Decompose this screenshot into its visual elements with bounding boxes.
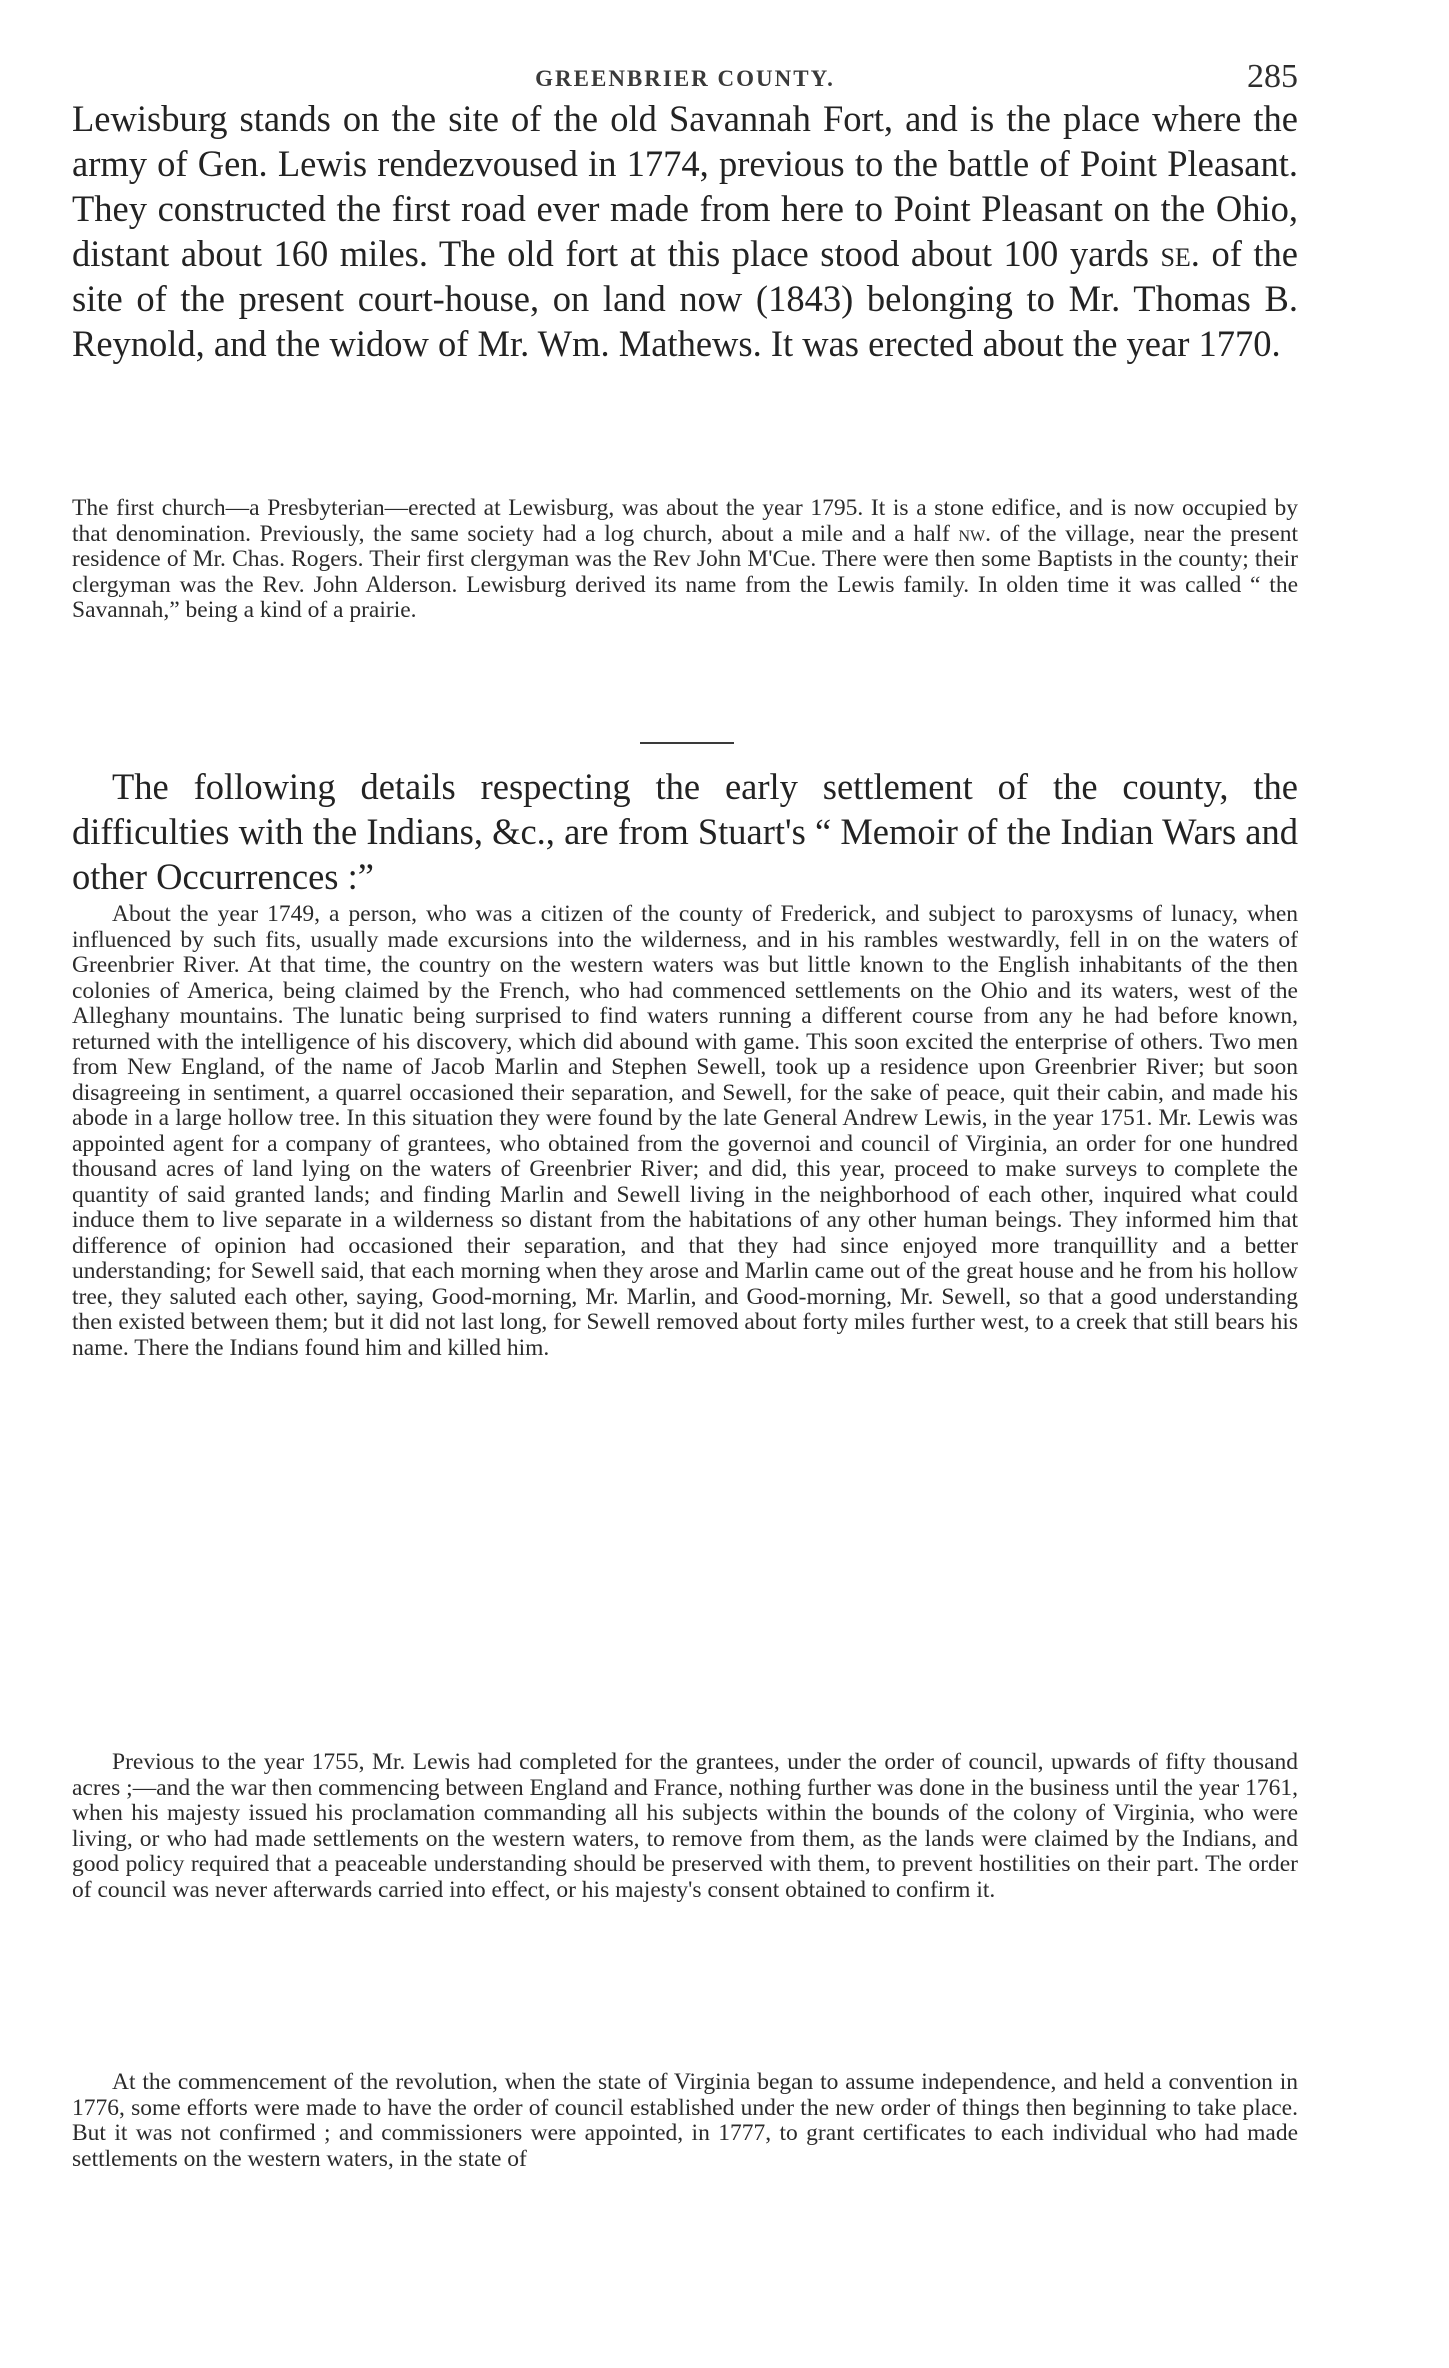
running-head: GREENBRIER COUNTY. <box>535 66 835 91</box>
direction-se: se. <box>1160 233 1200 274</box>
section-divider <box>640 742 734 744</box>
intro-paragraph <box>72 96 1298 366</box>
intro-text-b: of the site of the present court-house, on land now (1843) belonging to Mr. Thomas B. Reynold, and the widow of Mr. Wm. Mathews. It was erected about the year 1770. <box>72 233 1298 364</box>
church-text-b: of the village, near the present residence of Mr. Chas. Rogers. Their first clergyman was the Rev John M'Cue. There were then some Baptists in the county; their clergyman was the Rev. John Alderson. Lewisburg derived its name from the Lewis family. In olden time it was called “ the Savannah,” being a kind of a prairie. <box>72 520 1298 623</box>
church-paragraph <box>72 496 1298 624</box>
page-number: 285 <box>1247 58 1298 95</box>
memoir-paragraph-2: Previous to the year 1755, Mr. Lewis had completed for the grantees, under the order of council, upwards of fifty thousand acres ;—and the war then commencing between England and France, nothing further was done in the business until the year 1761, when his majesty issued his proclamation commanding all his subjects within the bounds of the colony of Virginia, who were living, or who had made settlements on the western waters, to remove from them, as the lands were claimed by the Indians, and good policy required that a peaceable understanding should be preserved with them, to prevent hostilities on their part. The order of council was never afterwards carried into effect, or his majesty's consent obtained to confirm it. <box>72 1749 1298 1903</box>
stuart-intro-paragraph: The following details respecting the early settlement of the county, the difficulties with the Indians, &c., are from Stuart's “ Memoir of the Indian Wars and other Occurrences :” <box>72 766 1298 897</box>
memoir-paragraph-3: At the commencement of the revolution, when the state of Virginia began to assume independence, and held a convention in 1776, some efforts were made to have the order of council established under the new order of things then beginning to take place. But it was not confirmed ; and commissioners were appointed, in 1777, to grant certificates to each individual who had made settlements on the western waters, in the state of <box>72 2069 1298 2172</box>
direction-nw: nw. <box>958 520 992 547</box>
memoir-paragraph-1: About the year 1749, a person, who was a citizen of the county of Frederick, and subject to paroxysms of lunacy, when influenced by such fits, usually made excursions into the wilderness, and in his rambles westwardly, fell in on the waters of Greenbrier River. At that time, the country on the western waters was but little known to the English inhabitants of the then colonies of America, being claimed by the French, who had commenced settlements on the Ohio and its waters, west of the Alleghany mountains. The lunatic being surprised to find waters running a different course from any he had before known, returned with the intelligence of his discovery, which did abound with game. This soon excited the enterprise of others. Two men from New England, of the name of Jacob Marlin and Stephen Sewell, took up a residence upon Greenbrier River; but soon disagreeing in sentiment, a quarrel occasioned their separation, and Sewell, for the sake of peace, quit their cabin, and made his abode in a large hollow tree. In this situation they were found by the late General Andrew Lewis, in the year 1751. Mr. Lewis was appointed agent for a company of grantees, who obtained from the governoi and council of Virginia, an order for one hundred thousand acres of land lying on the waters of Greenbrier River; and did, this year, proceed to make surveys to complete the quantity of said granted lands; and finding Marlin and Sewell living in the neighborhood of each other, inquired what could induce them to live separate in a wilderness so distant from the habitations of any other human beings. They informed him that difference of opinion had occasioned their separation, and that they had since enjoyed more tranquillity and a better understanding; for Sewell said, that each morning when they arose and Marlin came out of the great house and he from his hollow tree, they saluted each other, saying, Good-morning, Mr. Marlin, and Good-morning, Mr. Sewell, so that a good understanding then existed between them; but it did not last long, for Sewell removed about forty miles further west, to a creek that still bears his name. There the Indians found him and killed him. <box>72 901 1298 1361</box>
intro-text-a: Lewisburg stands on the site of the old Savannah Fort, and is the place where the army of Gen. Lewis rendezvoused in 1774, previous to the battle of Point Pleasant. They constructed the first road ever made from here to Point Pleasant on the Ohio, distant about 160 miles. The old fort at this place stood about 100 yards <box>72 98 1298 274</box>
church-text-a: The first church—a Presbyterian—erected at Lewisburg, was about the year 1795. It is a stone edifice, and is now occupied by that denomination. Previously, the same society had a log church, about a mile and a half <box>72 495 1298 547</box>
